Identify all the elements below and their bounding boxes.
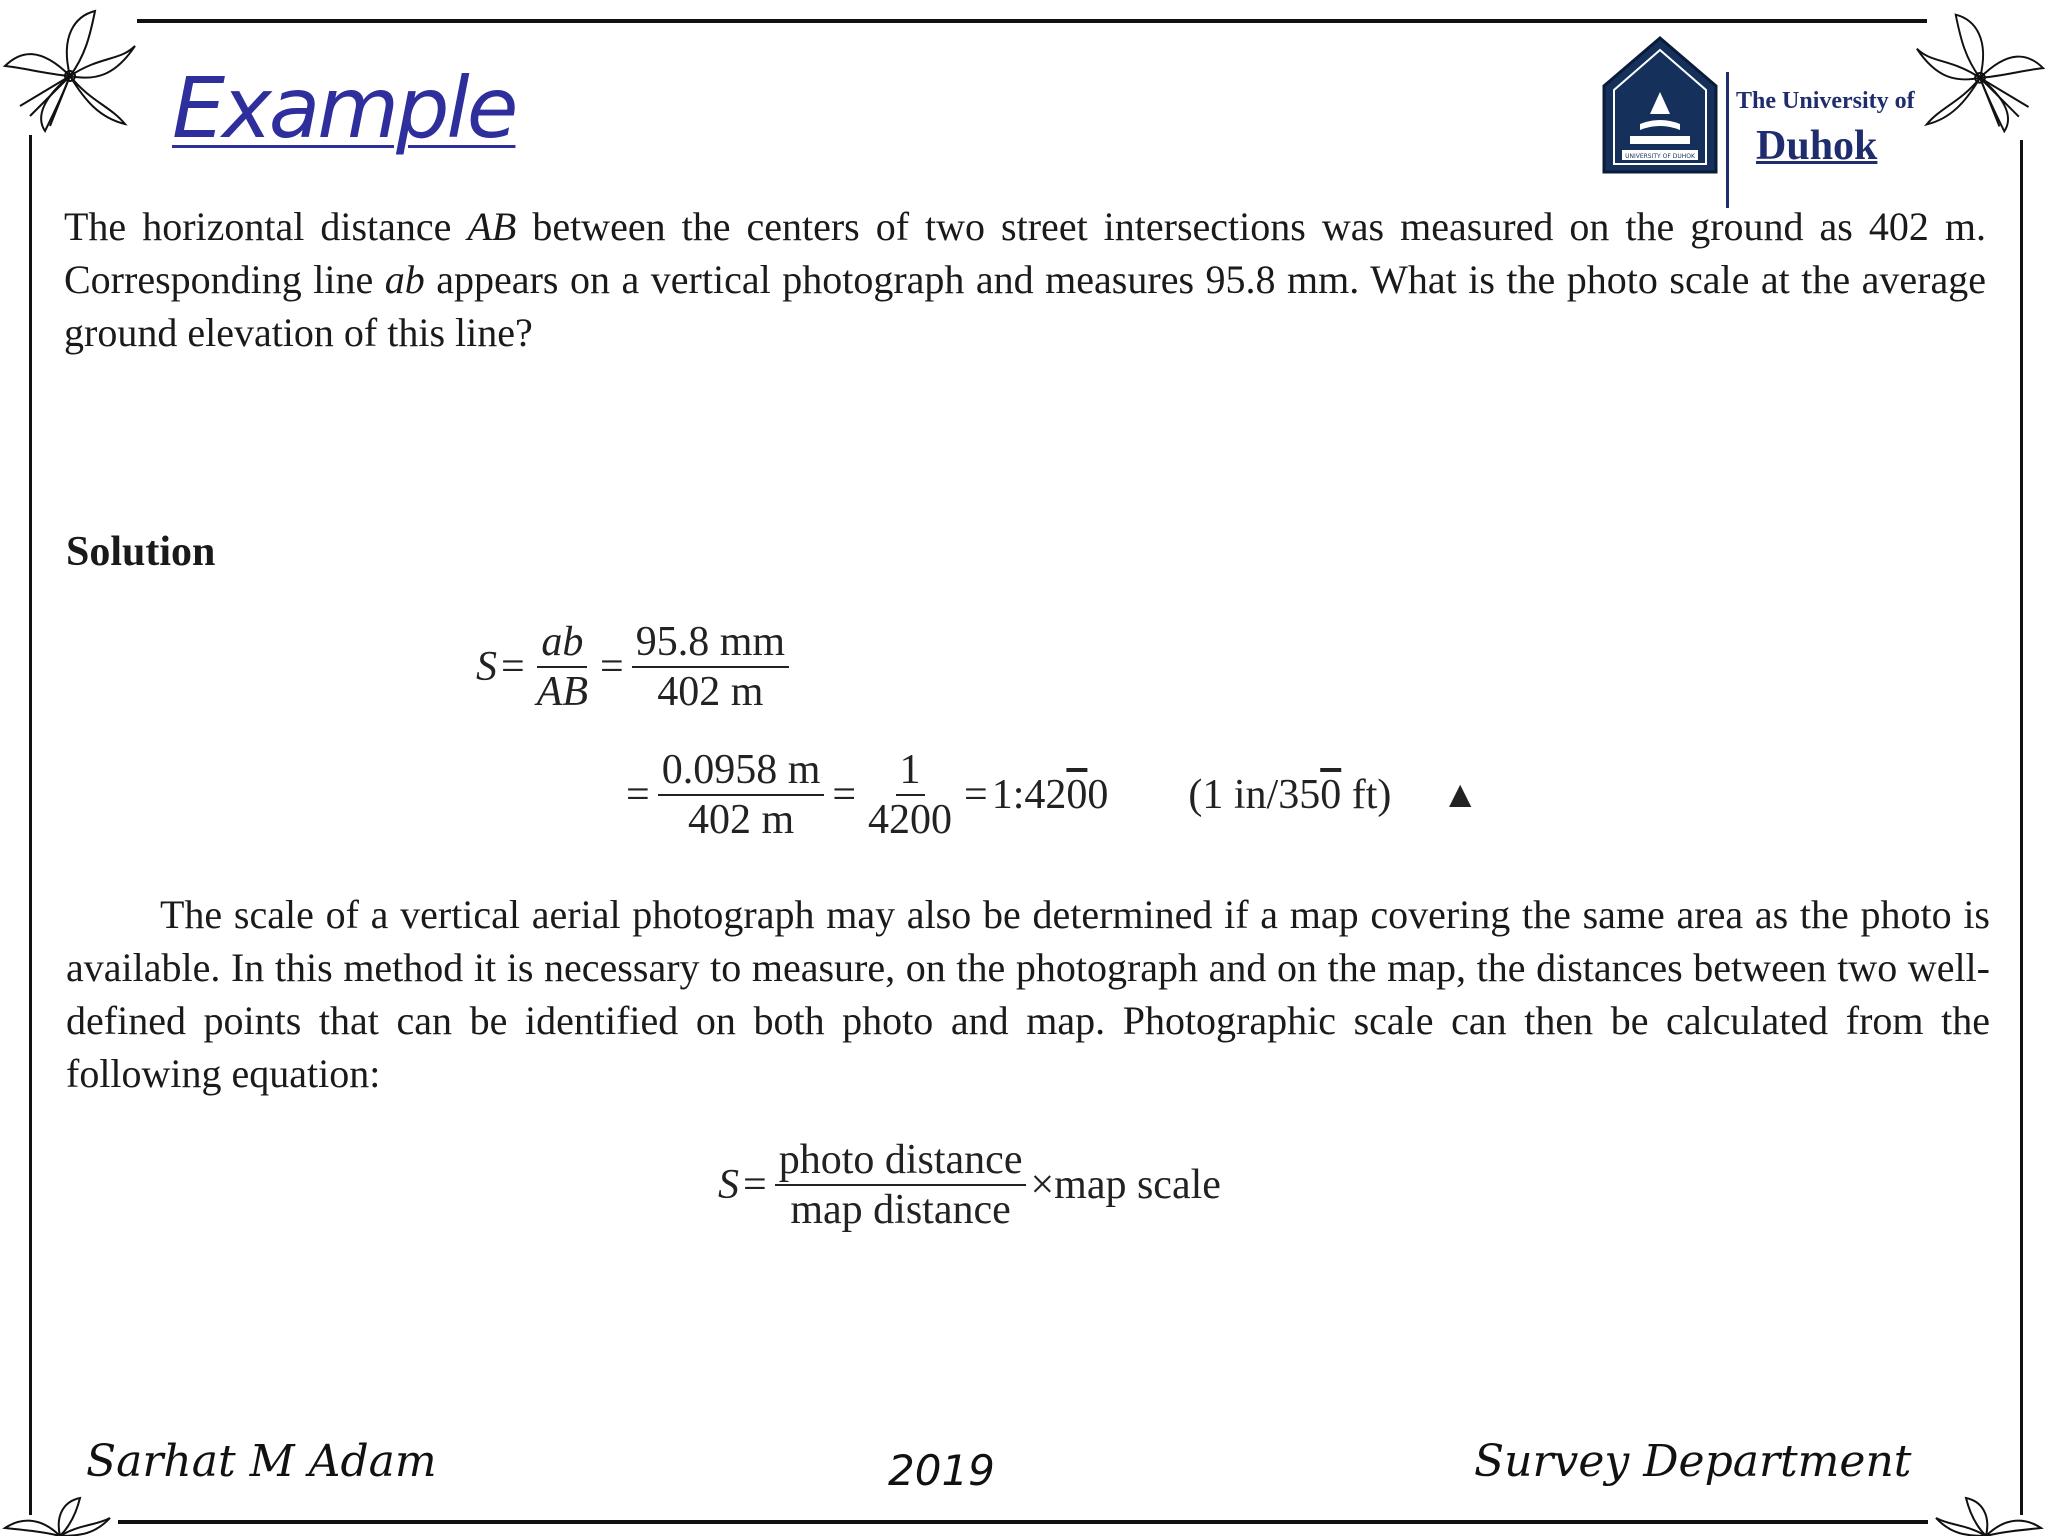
footer-author: Sarhat M Adam xyxy=(86,1436,437,1487)
right-border-line xyxy=(2020,140,2023,1515)
photo-scale-formula: S = $\frac{\text{photo distance}}{\text{map distance}}$ × map scale xyxy=(718,1137,1221,1234)
svg-text:UNIVERSITY OF DUHOK: UNIVERSITY OF DUHOK xyxy=(1625,153,1695,160)
fraction-metric-values: $\frac{0.0958 m}{402 m}$ xyxy=(658,748,825,842)
footer-year: 2019 xyxy=(888,1446,995,1495)
university-name: Duhok xyxy=(1756,123,1878,169)
imperial-scale: (1 in/350 ft) xyxy=(1188,772,1392,819)
university-label: The University of xyxy=(1736,88,1915,114)
university-logo xyxy=(1600,36,1940,176)
fraction-ab-over-AB: $\frac{ab}{AB}$ xyxy=(536,619,588,716)
footer-department: Survey Department xyxy=(1474,1436,1912,1487)
method-paragraph: The scale of a vertical aerial photograph may also be determined if a map covering the same area as the photo is available. In this method it is necessary to measure, on the photograph and on the map, the distances between two well-defined points that can be identified on both photo and map. Photographic scale can then be calculated from the following equation: xyxy=(66,892,1990,1096)
page-title: Example xyxy=(172,59,516,157)
lily-flower-icon xyxy=(0,1496,120,1536)
university-shield-icon xyxy=(1600,36,1720,181)
fraction-one-over-4200: $\frac{1}{4200}$ xyxy=(868,747,953,844)
scale-ratio: 1:4200 xyxy=(991,772,1109,819)
bottom-border-line xyxy=(118,1520,1928,1524)
top-border-line xyxy=(137,19,1927,23)
fraction-measured-values: $\frac{95.8 mm}{402 m}$ xyxy=(632,620,789,714)
fraction-photo-over-map: $\frac{\text{photo distance}}{\text{map distance}}$ xyxy=(775,1138,1027,1232)
end-of-solution-icon: ▲ xyxy=(1441,774,1480,817)
lily-flower-icon xyxy=(1926,1496,2046,1536)
scale-equation-2: = $\frac{0.0958 m}{402 m}$ = $\frac{1}{4200}$ = 1:4200 (1 in/350 ft) ▲ xyxy=(626,747,1480,844)
logo-separator xyxy=(1726,72,1729,208)
solution-heading: Solution xyxy=(66,529,216,575)
question-paragraph: The horizontal distance AB between the centers of two street intersections was measured on the ground as 402 m. Corresponding line ab appears on a vertical photograph and measures 95.8 mm. What is the photo scale at the average ground elevation of this line? xyxy=(64,204,1987,355)
scale-equation-1: S = $\frac{ab}{AB}$ = $\frac{95.8 mm}{402 m}$ xyxy=(476,620,793,714)
left-border-line xyxy=(29,135,32,1515)
lily-flower-icon xyxy=(0,6,140,136)
